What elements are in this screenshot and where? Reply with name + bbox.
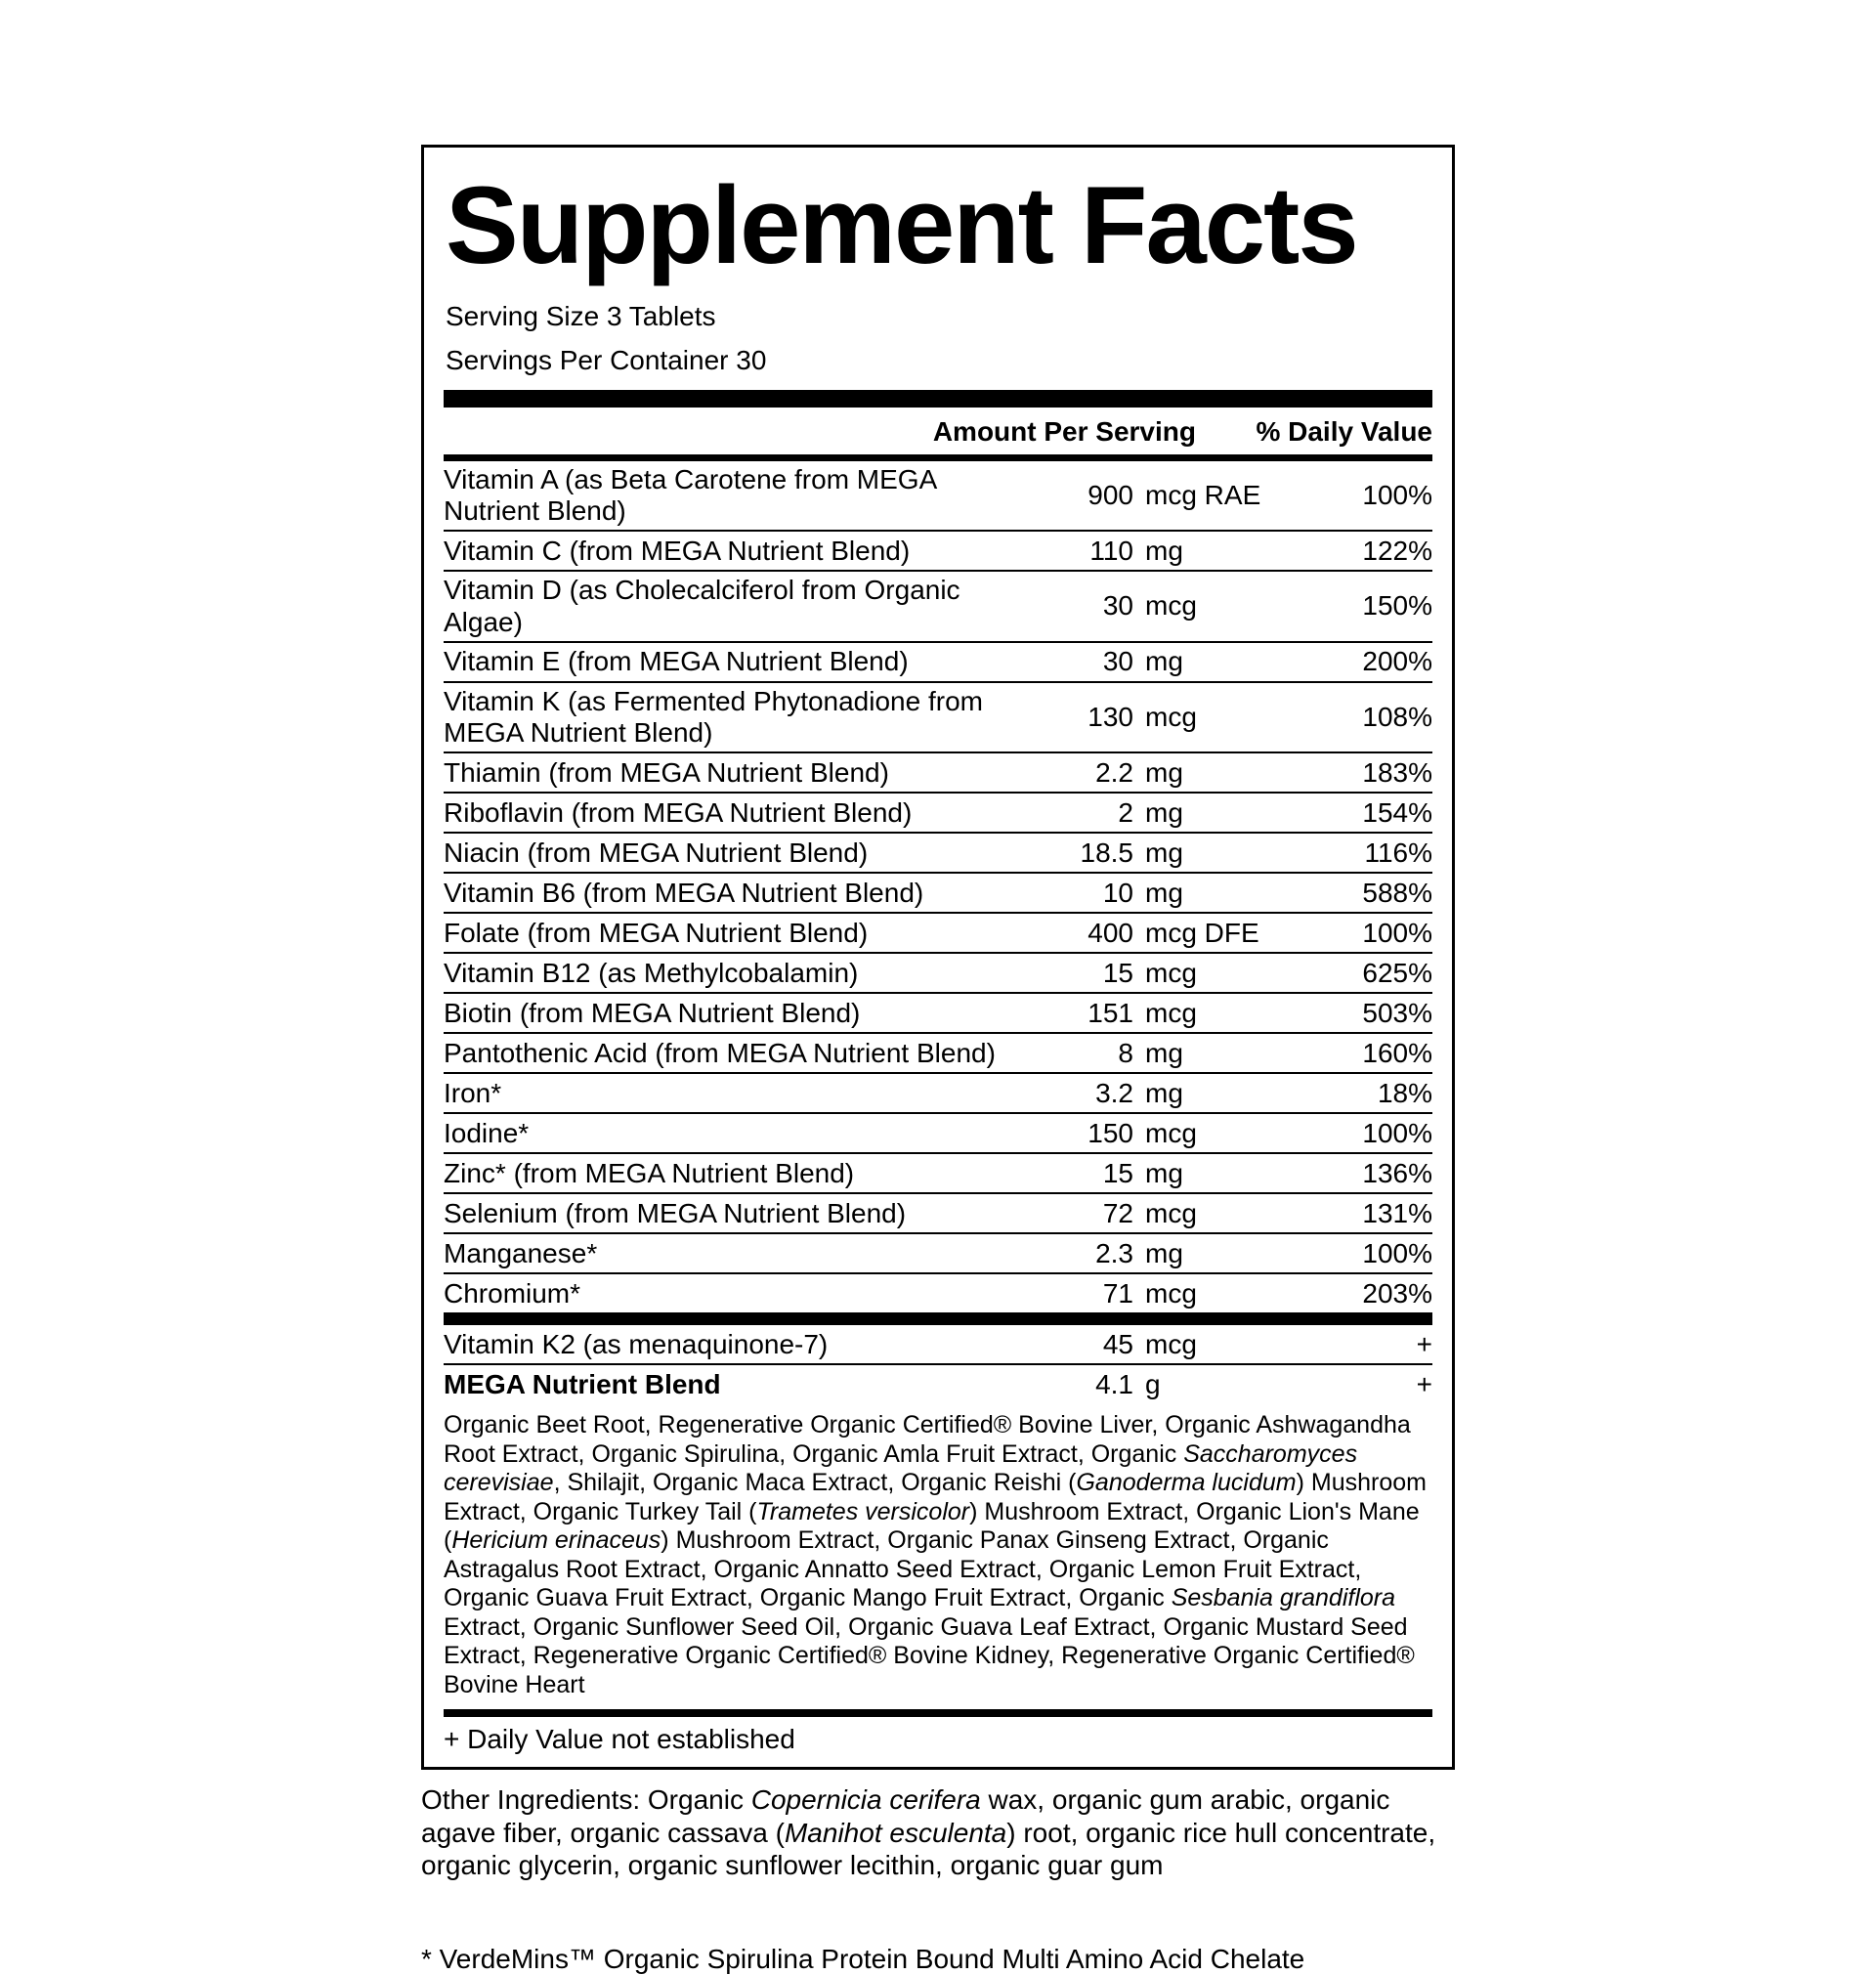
nutrient-amount: 8 xyxy=(1118,1037,1133,1068)
nutrient-name: Vitamin C (from MEGA Nutrient Blend) xyxy=(444,535,911,566)
nutrient-amount: 10 xyxy=(1102,877,1133,908)
other-ingredients: Other Ingredients: Organic Copernicia cerifera wax, organic gum arabic, organic agave fiber, organic cassava (Manihot esculenta) root, organic rice hull concentrate, organic glycerin, organic sunflower lecithin, organic guar gum xyxy=(421,1783,1436,1881)
nutrient-daily-value: 154% xyxy=(1362,796,1432,828)
table-row xyxy=(444,461,1432,530)
table-row xyxy=(444,992,1432,1032)
table-row xyxy=(444,952,1432,992)
nutrient-unit: g xyxy=(1145,1368,1161,1399)
nutrient-amount: 72 xyxy=(1102,1197,1133,1228)
nutrient-daily-value: + xyxy=(1416,1328,1432,1359)
nutrient-amount: 900 xyxy=(1087,480,1133,511)
nutrient-name: Chromium* xyxy=(444,1277,581,1309)
nutrient-amount: 30 xyxy=(1102,646,1133,677)
chelate-footnote: * VerdeMins™ Organic Spirulina Protein Bound Multi Amino Acid Chelate xyxy=(421,1943,1305,1974)
nutrient-name: Zinc* (from MEGA Nutrient Blend) xyxy=(444,1157,855,1188)
supplement-facts-title: Supplement Facts xyxy=(446,164,1357,286)
nutrient-daily-value: 18% xyxy=(1377,1077,1432,1108)
nutrient-amount: 400 xyxy=(1087,917,1133,948)
mega-nutrient-blend-ingredients: Organic Beet Root, Regenerative Organic Certified® Bovine Liver, Organic Ashwagandha Root Extract, Organic Spirulina, Organic Amla Fruit Extract, Organic Saccharomyces cerevisiae, Shilajit, Organic Maca Extract, Organic Reishi (Ganoderma lucidum) Mushroom Extract, Organic Turkey Tail (Trametes versicolor) Mushroom Extract, Organic Lion's Mane (Hericium erinaceus) Mushroom Extract, Organic Panax Ginseng Extract, Organic Astragalus Root Extract, Organic Annatto Seed Extract, Organic Lemon Fruit Extract, Organic Guava Fruit Extract, Organic Mango Fruit Extract, Organic Sesbania grandiflora Extract, Organic Sunflower Seed Oil, Organic Guava Leaf Extract, Organic Mustard Seed Extract, Regenerative Organic Certified® Bovine Kidney, Regenerative Organic Certified® Bovine Heart xyxy=(444,1411,1427,1698)
nutrient-daily-value: 203% xyxy=(1362,1277,1432,1309)
nutrient-name: Vitamin B6 (from MEGA Nutrient Blend) xyxy=(444,877,924,908)
serving-size: Serving Size 3 Tablets xyxy=(446,301,716,331)
nutrient-name: Manganese* xyxy=(444,1237,598,1268)
nutrient-unit: mg xyxy=(1145,646,1183,677)
nutrient-name: Vitamin K (as Fermented Phytonadione from MEGA Nutrient Blend) xyxy=(444,685,983,748)
nutrient-name: Niacin (from MEGA Nutrient Blend) xyxy=(444,837,869,868)
nutrient-unit: mcg RAE xyxy=(1145,480,1261,511)
nutrient-name: Pantothenic Acid (from MEGA Nutrient Blend) xyxy=(444,1037,996,1068)
table-row xyxy=(444,1363,1432,1403)
table-row xyxy=(444,872,1432,912)
divider-above-footnote xyxy=(444,1709,1432,1717)
nutrient-name: Riboflavin (from MEGA Nutrient Blend) xyxy=(444,796,913,828)
nutrient-amount: 45 xyxy=(1102,1328,1133,1359)
nutrient-amount: 2.3 xyxy=(1095,1237,1133,1268)
nutrient-daily-value: 116% xyxy=(1364,837,1432,868)
nutrient-daily-value: 100% xyxy=(1362,1117,1432,1148)
nutrient-amount: 15 xyxy=(1102,957,1133,988)
nutrient-unit: mg xyxy=(1145,1037,1183,1068)
table-row xyxy=(444,570,1432,640)
nutrient-unit: mg xyxy=(1145,877,1183,908)
table-row xyxy=(444,912,1432,952)
nutrient-unit: mcg xyxy=(1145,1197,1197,1228)
nutrient-unit: mg xyxy=(1145,756,1183,788)
daily-value-footnote: + Daily Value not established xyxy=(444,1724,795,1755)
nutrient-daily-value: 200% xyxy=(1362,646,1432,677)
nutrient-daily-value: 100% xyxy=(1362,1237,1432,1268)
nutrient-daily-value: 160% xyxy=(1362,1037,1432,1068)
nutrient-name: Iron* xyxy=(444,1077,502,1108)
nutrient-name: Vitamin B12 (as Methylcobalamin) xyxy=(444,957,859,988)
nutrient-name: Vitamin K2 (as menaquinone-7) xyxy=(444,1328,829,1359)
table-row xyxy=(444,751,1432,792)
nutrient-daily-value: 131% xyxy=(1362,1197,1432,1228)
table-row xyxy=(444,1232,1432,1272)
nutrient-amount: 130 xyxy=(1087,701,1133,732)
nutrient-amount: 110 xyxy=(1089,535,1133,566)
table-row xyxy=(444,681,1432,751)
servings-per-container: Servings Per Container 30 xyxy=(446,345,767,375)
nutrient-unit: mg xyxy=(1145,1157,1183,1188)
table-row xyxy=(444,832,1432,872)
nutrient-amount: 30 xyxy=(1102,590,1133,622)
nutrient-amount: 2 xyxy=(1118,796,1133,828)
nutrient-name: MEGA Nutrient Blend xyxy=(444,1368,721,1399)
blend-table xyxy=(444,1325,1432,1403)
nutrient-name: Folate (from MEGA Nutrient Blend) xyxy=(444,917,869,948)
nutrient-daily-value: 122% xyxy=(1362,535,1432,566)
nutrient-unit: mg xyxy=(1145,1077,1183,1108)
table-row xyxy=(444,1272,1432,1312)
nutrient-daily-value: + xyxy=(1416,1368,1432,1399)
table-row xyxy=(444,1152,1432,1192)
nutrient-name: Thiamin (from MEGA Nutrient Blend) xyxy=(444,756,889,788)
supplement-facts-box xyxy=(421,145,1455,1770)
nutrient-amount: 150 xyxy=(1087,1117,1133,1148)
nutrient-table xyxy=(444,461,1432,1312)
nutrient-unit: mcg xyxy=(1145,1117,1197,1148)
nutrient-daily-value: 503% xyxy=(1362,997,1432,1028)
nutrient-unit: mcg DFE xyxy=(1145,917,1259,948)
nutrient-daily-value: 100% xyxy=(1362,480,1432,511)
nutrient-amount: 3.2 xyxy=(1095,1077,1133,1108)
nutrient-unit: mcg xyxy=(1145,997,1197,1028)
nutrient-name: Biotin (from MEGA Nutrient Blend) xyxy=(444,997,861,1028)
nutrient-daily-value: 588% xyxy=(1362,877,1432,908)
nutrient-unit: mg xyxy=(1145,837,1183,868)
nutrient-daily-value: 150% xyxy=(1362,590,1432,622)
table-row xyxy=(444,1325,1432,1363)
nutrient-unit: mg xyxy=(1145,1237,1183,1268)
nutrient-amount: 15 xyxy=(1102,1157,1133,1188)
table-column-header xyxy=(444,408,1432,461)
nutrient-name: Vitamin E (from MEGA Nutrient Blend) xyxy=(444,646,909,677)
nutrient-daily-value: 100% xyxy=(1362,917,1432,948)
table-row xyxy=(444,792,1432,832)
nutrient-unit: mcg xyxy=(1145,590,1197,622)
nutrient-unit: mg xyxy=(1145,535,1183,566)
nutrient-name: Vitamin D (as Cholecalciferol from Organic Algae) xyxy=(444,575,960,637)
nutrient-name: Selenium (from MEGA Nutrient Blend) xyxy=(444,1197,907,1228)
thick-divider-middle xyxy=(444,1312,1432,1325)
nutrient-unit: mcg xyxy=(1145,701,1197,732)
nutrient-unit: mcg xyxy=(1145,1328,1197,1359)
daily-value-header: % Daily Value xyxy=(1256,416,1432,447)
nutrient-daily-value: 136% xyxy=(1362,1157,1432,1188)
nutrient-daily-value: 625% xyxy=(1362,957,1432,988)
table-row xyxy=(444,530,1432,570)
table-row xyxy=(444,1032,1432,1072)
table-row xyxy=(444,641,1432,681)
nutrient-unit: mg xyxy=(1145,796,1183,828)
nutrient-daily-value: 108% xyxy=(1362,701,1432,732)
nutrient-unit: mcg xyxy=(1145,957,1197,988)
nutrient-amount: 18.5 xyxy=(1080,837,1133,868)
nutrient-unit: mcg xyxy=(1145,1277,1197,1309)
amount-per-serving-header: Amount Per Serving xyxy=(932,416,1196,447)
nutrient-amount: 2.2 xyxy=(1095,756,1133,788)
table-row xyxy=(444,1112,1432,1152)
nutrient-name: Vitamin A (as Beta Carotene from MEGA Nutrient Blend) xyxy=(444,464,936,527)
label-column xyxy=(421,145,1455,1975)
nutrient-name: Iodine* xyxy=(444,1117,530,1148)
thick-divider-top xyxy=(444,390,1432,408)
nutrient-daily-value: 183% xyxy=(1362,756,1432,788)
nutrient-amount: 151 xyxy=(1087,997,1133,1028)
nutrient-amount: 4.1 xyxy=(1095,1368,1133,1399)
table-row xyxy=(444,1072,1432,1112)
nutrient-amount: 71 xyxy=(1102,1277,1133,1309)
table-row xyxy=(444,1192,1432,1232)
